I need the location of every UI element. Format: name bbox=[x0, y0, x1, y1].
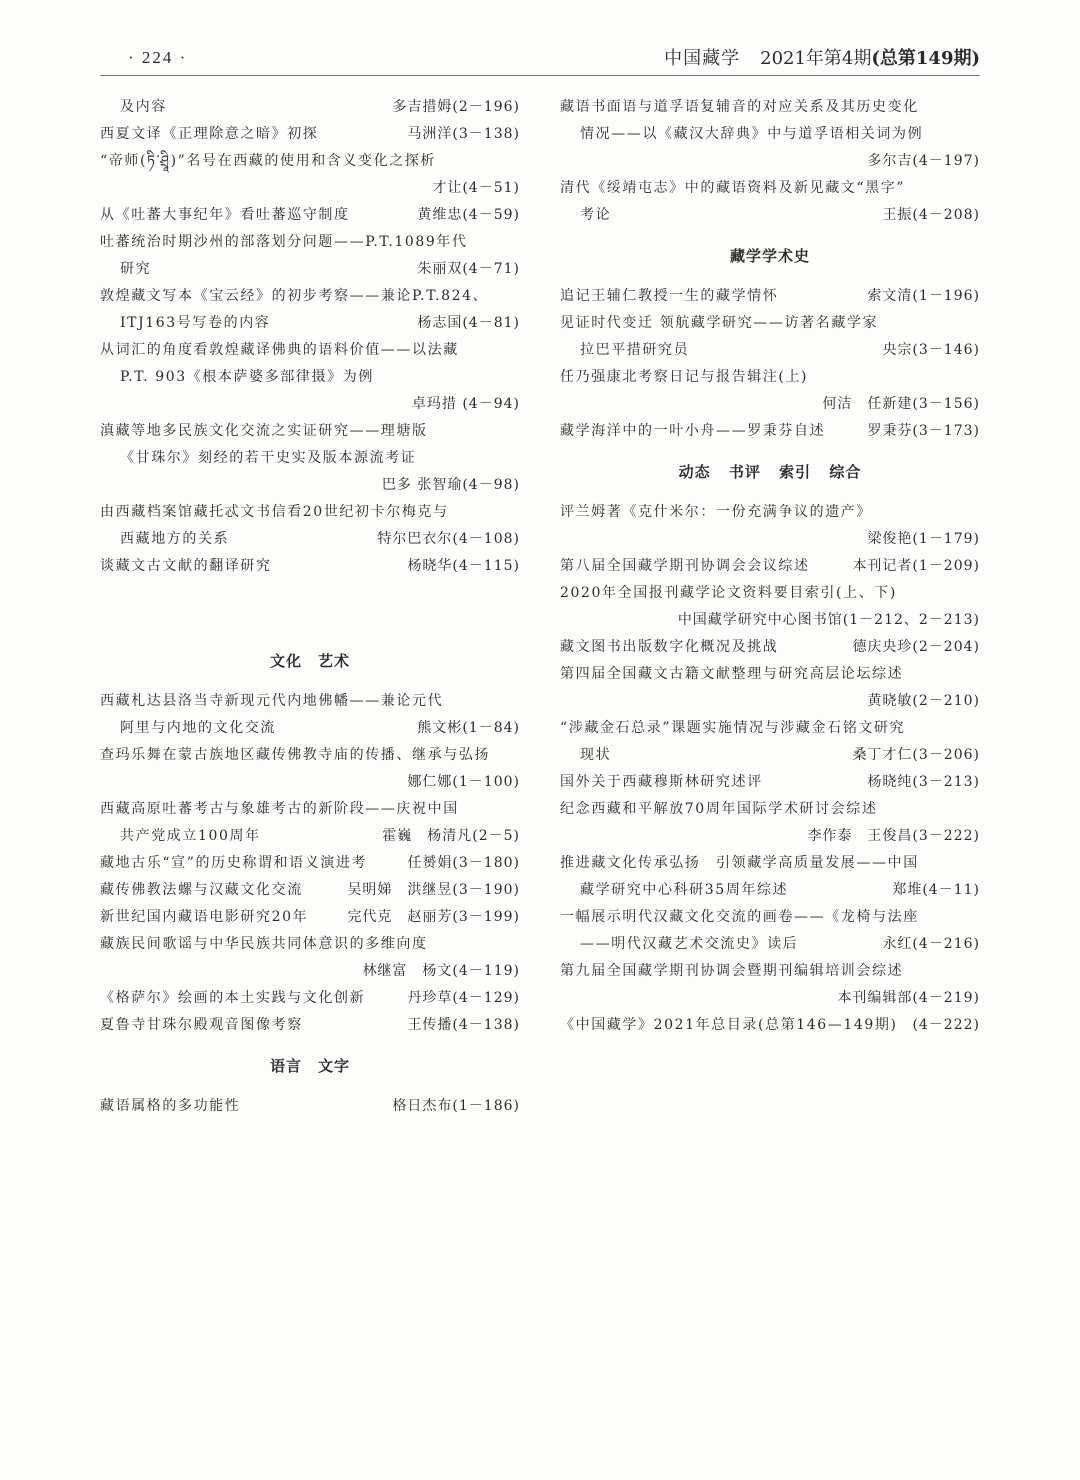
toc-entry-line bbox=[100, 121, 520, 148]
toc-entry-line bbox=[560, 661, 980, 688]
entry-title: 藏语书面语与道孚语复辅音的对应关系及其历史变化 bbox=[560, 99, 919, 115]
toc-entry-line bbox=[100, 283, 520, 310]
toc-entry-line bbox=[560, 553, 980, 580]
toc-entry-line bbox=[100, 553, 520, 580]
entry-author-ref: 黄晓敏(2－210) bbox=[867, 693, 980, 709]
toc-entry-line bbox=[560, 499, 980, 526]
entry-title: 拉巴平措研究员 bbox=[580, 342, 690, 358]
entry-title: 《甘珠尔》刻经的若干史实及版本源流考证 bbox=[120, 450, 417, 466]
toc-entry-line bbox=[100, 310, 520, 337]
toc-entry-line bbox=[560, 715, 980, 742]
entry-title: 从《吐蕃大事纪年》看吐蕃巡守制度 bbox=[100, 207, 350, 223]
left-column bbox=[100, 94, 520, 1120]
toc-entry-line bbox=[100, 175, 520, 202]
entry-title: 共产党成立100周年 bbox=[120, 828, 261, 844]
entry-title: 藏地古乐“宣”的历史称谓和语义演进考 bbox=[100, 855, 368, 871]
toc-entry-line bbox=[100, 391, 520, 418]
entry-author-ref: 本刊编辑部(4－219) bbox=[837, 990, 980, 1006]
toc-entry-line bbox=[100, 931, 520, 958]
toc-entry-line bbox=[560, 175, 980, 202]
toc-list bbox=[100, 94, 520, 580]
toc-entry-line bbox=[100, 742, 520, 769]
toc-entry-line bbox=[560, 958, 980, 985]
entry-author-ref: 王振(4－208) bbox=[882, 207, 980, 223]
entry-author-ref: 任赟娟(3－180) bbox=[407, 855, 520, 871]
entry-author-ref: 霍巍 杨清凡(2－5) bbox=[382, 828, 520, 844]
entry-author-ref: 丹珍草(4－129) bbox=[407, 990, 520, 1006]
toc-entry-line bbox=[100, 1093, 520, 1120]
entry-author-ref: 林继富 杨文(4－119) bbox=[362, 963, 520, 979]
entry-author-ref: 永红(4－216) bbox=[882, 936, 980, 952]
toc-entry-line bbox=[560, 94, 980, 121]
toc-entry-line bbox=[560, 823, 980, 850]
toc-entry-line bbox=[560, 850, 980, 877]
toc-list bbox=[100, 688, 520, 1039]
toc-entry-line bbox=[560, 391, 980, 418]
toc-entry-line bbox=[560, 418, 980, 445]
entry-author-ref: 德庆央珍(2－204) bbox=[852, 639, 980, 655]
entry-author-ref: 特尔巴衣尔(4－108) bbox=[377, 531, 520, 547]
entry-title: “涉藏金石总录”课题实施情况与涉藏金石铭文研究 bbox=[560, 720, 906, 736]
entry-title: 西藏札达县洛当寺新现元代内地佛幡——兼论元代 bbox=[100, 693, 444, 709]
toc-entry-line bbox=[100, 364, 520, 391]
toc-entry-line bbox=[100, 877, 520, 904]
toc-entry-line bbox=[560, 634, 980, 661]
entry-title: P.T. 903《根本萨婆多部律摄》为例 bbox=[120, 369, 374, 385]
entry-title: 考论 bbox=[580, 207, 612, 223]
entry-title: 研究 bbox=[120, 261, 152, 277]
entry-author-ref: 王传播(4－138) bbox=[407, 1017, 520, 1033]
entry-title: 新世纪国内藏语电影研究20年 bbox=[100, 909, 309, 925]
entry-title: 敦煌藏文写本《宝云经》的初步考察——兼论P.T.824、 bbox=[100, 288, 489, 304]
entry-author-ref: 吴明娣 洪继昱(3－190) bbox=[347, 882, 520, 898]
journal-name: 中国藏学 bbox=[664, 48, 741, 69]
entry-title: 西藏高原吐蕃考古与象雄考古的新阶段——庆祝中国 bbox=[100, 801, 459, 817]
toc-list bbox=[100, 1093, 520, 1120]
toc-entry-line bbox=[560, 688, 980, 715]
entry-author-ref: 梁俊艳(1－179) bbox=[867, 531, 980, 547]
toc-entry-line bbox=[100, 985, 520, 1012]
entry-title: 西藏地方的关系 bbox=[120, 531, 230, 547]
toc-entry-line bbox=[560, 742, 980, 769]
issue-label: 2021年第4期 bbox=[760, 48, 872, 69]
entry-author-ref: 卓玛措 (4－94) bbox=[411, 396, 520, 412]
toc-entry-line bbox=[560, 607, 980, 634]
entry-author-ref: 桑丁才仁(3－206) bbox=[852, 747, 980, 763]
entry-author-ref: 郑堆(4－11) bbox=[892, 882, 980, 898]
entry-author-ref: 才让(4－51) bbox=[432, 180, 520, 196]
entry-author-ref: 多尔吉(4－197) bbox=[867, 153, 980, 169]
entry-title: 藏语属格的多功能性 bbox=[100, 1098, 241, 1114]
toc-entry-line bbox=[560, 202, 980, 229]
spacer bbox=[100, 580, 520, 607]
toc-entry-line bbox=[100, 958, 520, 985]
entry-title: 纪念西藏和平解放70周年国际学术研讨会综述 bbox=[560, 801, 878, 817]
toc-entry-line bbox=[560, 580, 980, 607]
entry-title: 2020年全国报刊藏学论文资料要目索引(上、下) bbox=[560, 585, 897, 601]
entry-title: 藏族民间歌谣与中华民族共同体意识的多维向度 bbox=[100, 936, 428, 952]
toc-list bbox=[560, 499, 980, 1039]
entry-title: 滇藏等地多民族文化交流之实证研究——理塘版 bbox=[100, 423, 428, 439]
entry-author-ref: 巴多 张智瑜(4－98) bbox=[381, 477, 520, 493]
section-heading-misc: 动态 书评 索引 综合 bbox=[678, 463, 862, 481]
entry-author-ref: 马洲洋(3－138) bbox=[407, 126, 520, 142]
entry-title: 清代《绥靖屯志》中的藏语资料及新见藏文“黑字” bbox=[560, 180, 906, 196]
toc-entry-line bbox=[560, 931, 980, 958]
entry-author-ref: (4－222) bbox=[912, 1017, 980, 1033]
entry-title: 藏文图书出版数字化概况及挑战 bbox=[560, 639, 779, 655]
toc-entry-line bbox=[560, 769, 980, 796]
entry-author-ref: 中国藏学研究中心图书馆(1－212、2－213) bbox=[677, 612, 980, 628]
right-column bbox=[560, 94, 980, 1039]
entry-title: 现状 bbox=[580, 747, 612, 763]
entry-author-ref: 央宗(3－146) bbox=[882, 342, 980, 358]
entry-title: 第四届全国藏文古籍文献整理与研究高层论坛综述 bbox=[560, 666, 904, 682]
toc-entry-line bbox=[100, 688, 520, 715]
section-heading-culture: 文化 艺术 bbox=[269, 652, 350, 670]
toc-entry-line bbox=[100, 229, 520, 256]
toc-entry-line bbox=[100, 823, 520, 850]
entry-author-ref: 黄维忠(4－59) bbox=[417, 207, 520, 223]
entry-title: 一幅展示明代汉藏文化交流的画卷——《龙椅与法座 bbox=[560, 909, 919, 925]
toc-entry-line bbox=[560, 904, 980, 931]
entry-title: 追记王辅仁教授一生的藏学情怀 bbox=[560, 288, 779, 304]
toc-entry-line bbox=[560, 283, 980, 310]
entry-author-ref: 杨志国(4－81) bbox=[417, 315, 520, 331]
header-rule bbox=[100, 75, 980, 76]
entry-title: “帝师(ཏི་ཤྲཱི)”名号在西藏的使用和含义变化之探析 bbox=[100, 153, 436, 169]
toc-entry-line bbox=[560, 796, 980, 823]
toc-entry-line bbox=[100, 94, 520, 121]
entry-author-ref: 完代克 赵丽芳(3－199) bbox=[347, 909, 520, 925]
entry-title: 藏传佛教法螺与汉藏文化交流 bbox=[100, 882, 303, 898]
entry-author-ref: 格日杰布(1－186) bbox=[392, 1098, 520, 1114]
entry-title: 国外关于西藏穆斯林研究述评 bbox=[560, 774, 763, 790]
entry-author-ref: 杨晓华(4－115) bbox=[407, 558, 520, 574]
entry-title: 《中国藏学》2021年总目录(总第146—149期) bbox=[560, 1017, 898, 1033]
entry-title: 由西藏档案馆藏托忒文书信看20世纪初卡尔梅克与 bbox=[100, 504, 449, 520]
toc-entry-line bbox=[100, 796, 520, 823]
toc-entry-line bbox=[100, 769, 520, 796]
toc-entry-line bbox=[560, 1012, 980, 1039]
toc-entry-line bbox=[100, 202, 520, 229]
entry-title: 《格萨尔》绘画的本土实践与文化创新 bbox=[100, 990, 366, 1006]
toc-entry-line bbox=[560, 148, 980, 175]
entry-title: 吐蕃统治时期沙州的部落划分问题——P.T.1089年代 bbox=[100, 234, 468, 250]
entry-title: 藏学海洋中的一叶小舟——罗秉芬自述 bbox=[560, 423, 826, 439]
toc-entry-line bbox=[560, 121, 980, 148]
entry-title: 藏学研究中心科研35周年综述 bbox=[580, 882, 789, 898]
toc-list bbox=[560, 94, 980, 229]
entry-author-ref: 本刊记者(1－209) bbox=[852, 558, 980, 574]
toc-entry-line bbox=[100, 499, 520, 526]
entry-title: ITJ163号写卷的内容 bbox=[120, 315, 271, 331]
entry-title: 及内容 bbox=[120, 99, 167, 115]
journal-info bbox=[664, 44, 980, 70]
toc-entry-line bbox=[100, 715, 520, 742]
entry-title: 评兰姆著《克什米尔：一份充满争议的遗产》 bbox=[560, 504, 872, 520]
toc-entry-line bbox=[560, 364, 980, 391]
entry-author-ref: 杨晓纯(3－213) bbox=[867, 774, 980, 790]
entry-title: 查玛乐舞在蒙古族地区藏传佛教寺庙的传播、继承与弘扬 bbox=[100, 747, 490, 763]
toc-entry-line bbox=[560, 877, 980, 904]
entry-title: 谈藏文古文献的翻译研究 bbox=[100, 558, 272, 574]
entry-title: 第八届全国藏学期刊协调会会议综述 bbox=[560, 558, 810, 574]
entry-author-ref: 娜仁娜(1－100) bbox=[407, 774, 520, 790]
entry-author-ref: 何洁 任新建(3－156) bbox=[822, 396, 980, 412]
toc-entry-line bbox=[100, 904, 520, 931]
entry-author-ref: 朱丽双(4－71) bbox=[417, 261, 520, 277]
toc-list bbox=[560, 283, 980, 445]
entry-title: ——明代汉藏艺术交流史》读后 bbox=[580, 936, 799, 952]
entry-author-ref: 罗秉芬(3－173) bbox=[867, 423, 980, 439]
toc-entry-line bbox=[100, 850, 520, 877]
toc-entry-line bbox=[100, 472, 520, 499]
entry-title: 见证时代变迁 领航藏学研究——访著名藏学家 bbox=[560, 315, 879, 331]
entry-title: 情况——以《藏汉大辞典》中与道孚语相关词为例 bbox=[580, 126, 924, 142]
page-number: · 224 · bbox=[128, 48, 188, 67]
toc-entry-line bbox=[560, 337, 980, 364]
toc-entry-line bbox=[100, 1012, 520, 1039]
entry-author-ref: 熊文彬(1－84) bbox=[417, 720, 520, 736]
entry-title: 夏鲁寺甘珠尔殿观音图像考察 bbox=[100, 1017, 303, 1033]
spacer bbox=[100, 607, 520, 634]
toc-entry-line bbox=[100, 148, 520, 175]
toc-entry-line bbox=[560, 526, 980, 553]
toc-entry-line bbox=[560, 985, 980, 1012]
toc-entry-line bbox=[100, 256, 520, 283]
entry-title: 推进藏文化传承弘扬 引领藏学高质量发展——中国 bbox=[560, 855, 919, 871]
toc-entry-line bbox=[100, 445, 520, 472]
toc-entry-line bbox=[100, 526, 520, 553]
entry-title: 任乃强康北考察日记与报告辑注(上) bbox=[560, 369, 809, 385]
entry-title: 从词汇的角度看敦煌藏译佛典的语料价值——以法藏 bbox=[100, 342, 459, 358]
entry-title: 阿里与内地的文化交流 bbox=[120, 720, 276, 736]
toc-entry-line bbox=[100, 337, 520, 364]
toc-entry-line bbox=[100, 418, 520, 445]
entry-title: 西夏文译《正理除意之暗》初探 bbox=[100, 126, 319, 142]
section-heading-history: 藏学学术史 bbox=[729, 247, 810, 265]
issue-total: (总第149期) bbox=[871, 48, 980, 69]
entry-author-ref: 李作泰 王俊昌(3－222) bbox=[807, 828, 980, 844]
page-header bbox=[100, 44, 980, 76]
entry-title: 第九届全国藏学期刊协调会暨期刊编辑培训会综述 bbox=[560, 963, 904, 979]
entry-author-ref: 多吉措姆(2－196) bbox=[392, 99, 520, 115]
section-heading-language: 语言 文字 bbox=[269, 1057, 350, 1075]
toc-entry-line bbox=[560, 310, 980, 337]
entry-author-ref: 索文清(1－196) bbox=[867, 288, 980, 304]
